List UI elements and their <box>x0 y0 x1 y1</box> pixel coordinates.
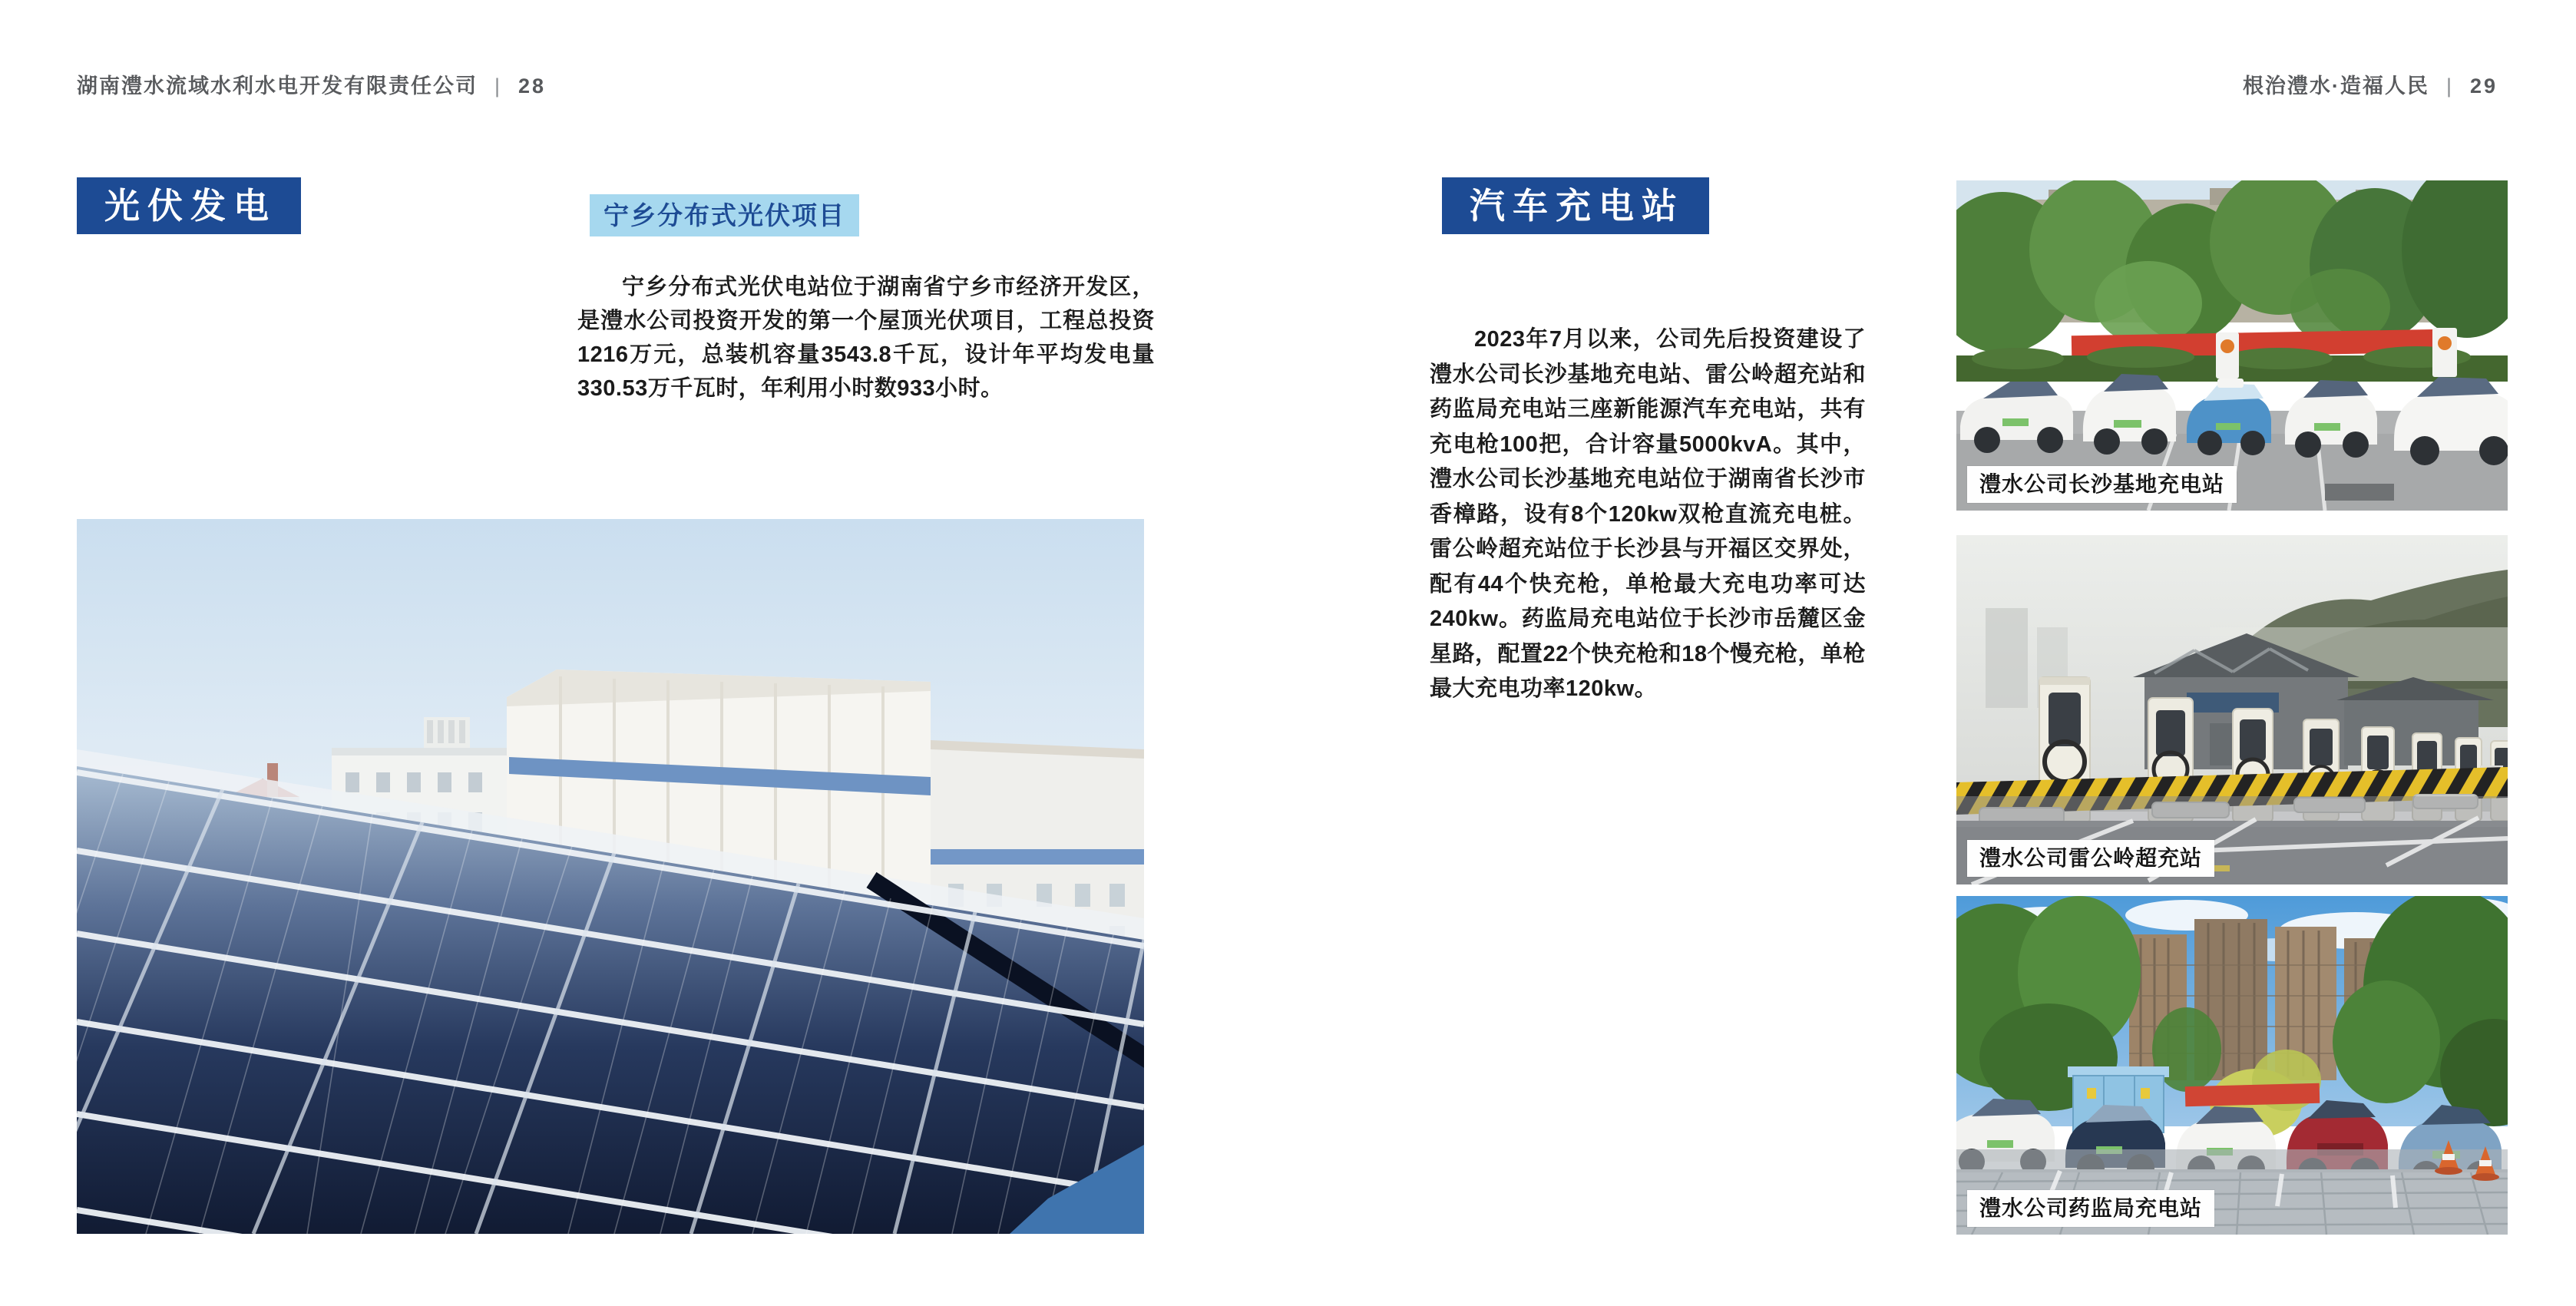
slogan: 根治澧水·造福人民 <box>2242 74 2429 98</box>
company-name: 湖南澧水流域水利水电开发有限责任公司 <box>77 74 478 98</box>
leigongling-station-photo <box>1956 535 2508 884</box>
header-separator: | <box>494 74 502 98</box>
section-badge-photovoltaic: 光伏发电 <box>77 177 301 234</box>
photo-caption: 澧水公司雷公岭超充站 <box>1967 840 2214 877</box>
header-right <box>2243 69 2498 99</box>
yaojianju-station-photo <box>1956 896 2508 1235</box>
rooftop-solar-illustration <box>77 519 1144 1234</box>
photo-caption: 澧水公司药监局充电站 <box>1967 1190 2214 1227</box>
photovoltaic-paragraph: 宁乡分布式光伏电站位于湖南省宁乡市经济开发区，是澧水公司投资开发的第一个屋顶光伏项目，工程总投资1216万元，总装机容量3543.8千瓦，设计年平均发电量330.53万千瓦时，年利用小时数933小时。 <box>577 275 1155 401</box>
changsha-base-illustration <box>1956 180 2508 511</box>
section-badge-ev-charging: 汽车充电站 <box>1442 177 1709 234</box>
page-number-left: 28 <box>518 74 547 98</box>
changsha-base-station-photo <box>1956 180 2508 511</box>
header-separator: | <box>2445 74 2453 98</box>
header-left <box>77 69 546 99</box>
yaojianju-illustration <box>1956 896 2508 1235</box>
ev-charging-paragraph: 2023年7月以来，公司先后投资建设了澧水公司长沙基地充电站、雷公岭超充站和药监局充电站三座新能源汽车充电站，共有充电枪100把，合计容量5000kvA。其中，澧水公司长沙基地充电站位于湖南省长沙市香樟路，设有8个120kw双枪直流充电桩。雷公岭超充站位于长沙县与开福区交界处，配有44个快充枪，单枪最大充电功率可达240kw。药监局充电站位于长沙市岳麓区金星路，配置22个快充枪和18个慢充枪，单枪最大充电功率120kw。 <box>1430 327 1867 701</box>
photo-caption: 澧水公司长沙基地充电站 <box>1967 466 2237 503</box>
page-number-right: 29 <box>2469 74 2498 98</box>
leigongling-illustration <box>1956 535 2508 884</box>
project-subtitle: 宁乡分布式光伏项目 <box>590 194 859 236</box>
rooftop-solar-photo <box>77 519 1144 1234</box>
